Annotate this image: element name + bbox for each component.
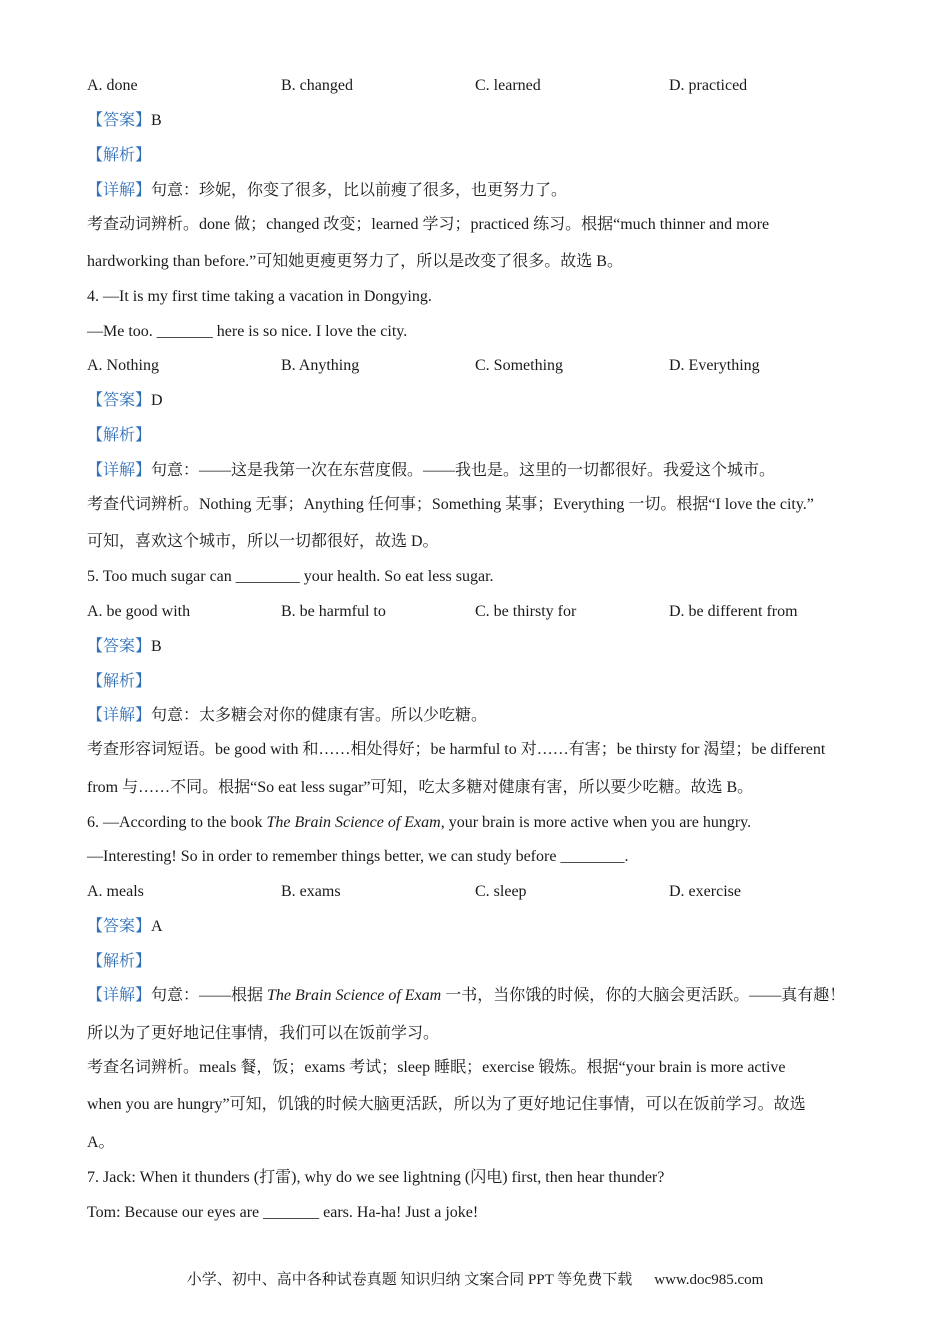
q6-options [87,882,887,902]
detail-pre: 句意：——根据 [151,987,268,1004]
q4-answer [87,391,163,411]
q7-stem-2: Tom: Because our eyes are _______ ears. Ha-ha! Just a joke! [87,1204,479,1221]
answer-tag: 【答案】 [87,112,152,129]
q4-option-a: A. Nothing [87,357,159,374]
q6-stem-pre: 6. —According to the book [87,814,267,831]
q6-explain-1: 考查名词辨析。meals 餐，饭；exams 考试；sleep 睡眠；exercise 锻炼。根据“your brain is more active [87,1059,786,1076]
detail-text: 句意：——这是我第一次在东营度假。——我也是。这里的一切都很好。我爱这个城市。 [151,462,776,479]
q5-explain-2: from 与……不同。根据“So eat less sugar”可知，吃太多糖对健康有害，所以要少吃糖。故选 B。 [87,779,754,796]
q6-option-a: A. meals [87,883,144,900]
q4-explain-1: 考查代词辨析。Nothing 无事；Anything 任何事；Something 某事；Everything 一切。根据“I love the city.” [87,496,814,513]
q4-option-c: C. Something [475,357,564,374]
answer-value: B [151,638,162,655]
q3-option-a: A. done [87,77,138,94]
q4-option-d: D. Everything [669,357,760,374]
answer-value: B [151,112,162,129]
page-footer [0,1270,950,1290]
answer-tag: 【答案】 [87,392,152,409]
q3-explain-2: hardworking than before.”可知她更瘦更努力了，所以是改变了很多。故选 B。 [87,253,623,270]
q6-analysis-tag: 【解析】 [87,953,152,970]
q6-book-title: The Brain Science of Exam, [266,814,445,831]
q5-analysis-tag: 【解析】 [87,673,152,690]
detail-tag: 【详解】 [87,707,152,724]
answer-tag: 【答案】 [87,638,152,655]
answer-value: A [151,918,163,935]
q3-option-b: B. changed [281,77,353,94]
q5-option-a: A. be good with [87,603,191,620]
q6-option-b: B. exams [281,883,341,900]
q4-analysis-tag: 【解析】 [87,427,152,444]
q3-answer [87,111,162,131]
q5-options [87,602,887,622]
q4-explain-2: 可知，喜欢这个城市，所以一切都很好，故选 D。 [87,533,439,550]
q5-stem-1: 5. Too much sugar can ________ your health. So eat less sugar. [87,568,494,585]
q5-option-d: D. be different from [669,603,798,620]
q4-option-b: B. Anything [281,357,360,374]
q5-explain-1: 考查形容词短语。be good with 和……相处得好；be harmful to 对……有害；be thirsty for 渴望；be different [87,741,826,758]
answer-value: D [151,392,163,409]
detail-tag: 【详解】 [87,182,152,199]
q5-detail [87,706,487,726]
q3-option-c: C. learned [475,77,541,94]
q3-options [87,76,887,96]
footer-site: www.doc985.com [654,1272,764,1288]
answer-tag: 【答案】 [87,918,152,935]
q4-options [87,356,887,376]
detail-text: 句意：珍妮，你变了很多，比以前瘦了很多，也更努力了。 [151,182,568,199]
q5-option-b: B. be harmful to [281,603,386,620]
q3-detail [87,181,567,201]
footer-text: 小学、初中、高中各种试卷真题 知识归纳 文案合同 PPT 等免费下载 [186,1272,633,1288]
q3-option-d: D. practiced [669,77,748,94]
detail-tag: 【详解】 [87,462,152,479]
q6-explain-3: A。 [87,1134,115,1151]
q6-option-c: C. sleep [475,883,527,900]
q7-stem-1: 7. Jack: When it thunders (打雷), why do we see lightning (闪电) first, then hear thunder? [87,1169,665,1186]
q4-stem-2: —Me too. _______ here is so nice. I love the city. [87,323,408,340]
q6-explain-2: when you are hungry”可知，饥饿的时候大脑更活跃，所以为了更好地记住事情，可以在饭前学习。故选 [87,1096,806,1113]
q5-option-c: C. be thirsty for [475,603,577,620]
q6-option-d: D. exercise [669,883,741,900]
q6-detail [87,986,845,1006]
q6-stem-post: your brain is more active when you are hungry. [444,814,752,831]
detail-post: 一书，当你饿的时候，你的大脑会更活跃。——真有趣！ [441,987,846,1004]
detail-book-title: The Brain Science of Exam [267,987,442,1004]
detail-text: 句意：太多糖会对你的健康有害。所以少吃糖。 [151,707,488,724]
q6-detail-2: 所以为了更好地记住事情，我们可以在饭前学习。 [87,1025,440,1042]
q4-detail [87,461,775,481]
q6-stem-1 [87,813,751,833]
detail-tag: 【详解】 [87,987,152,1004]
q5-answer [87,637,162,657]
q6-answer [87,917,163,937]
q4-stem-1: 4. —It is my first time taking a vacation in Dongying. [87,288,432,305]
q3-analysis-tag: 【解析】 [87,147,152,164]
q6-stem-2: —Interesting! So in order to remember things better, we can study before ________. [87,848,629,865]
q3-explain-1: 考查动词辨析。done 做；changed 改变；learned 学习；practiced 练习。根据“much thinner and more [87,216,770,233]
